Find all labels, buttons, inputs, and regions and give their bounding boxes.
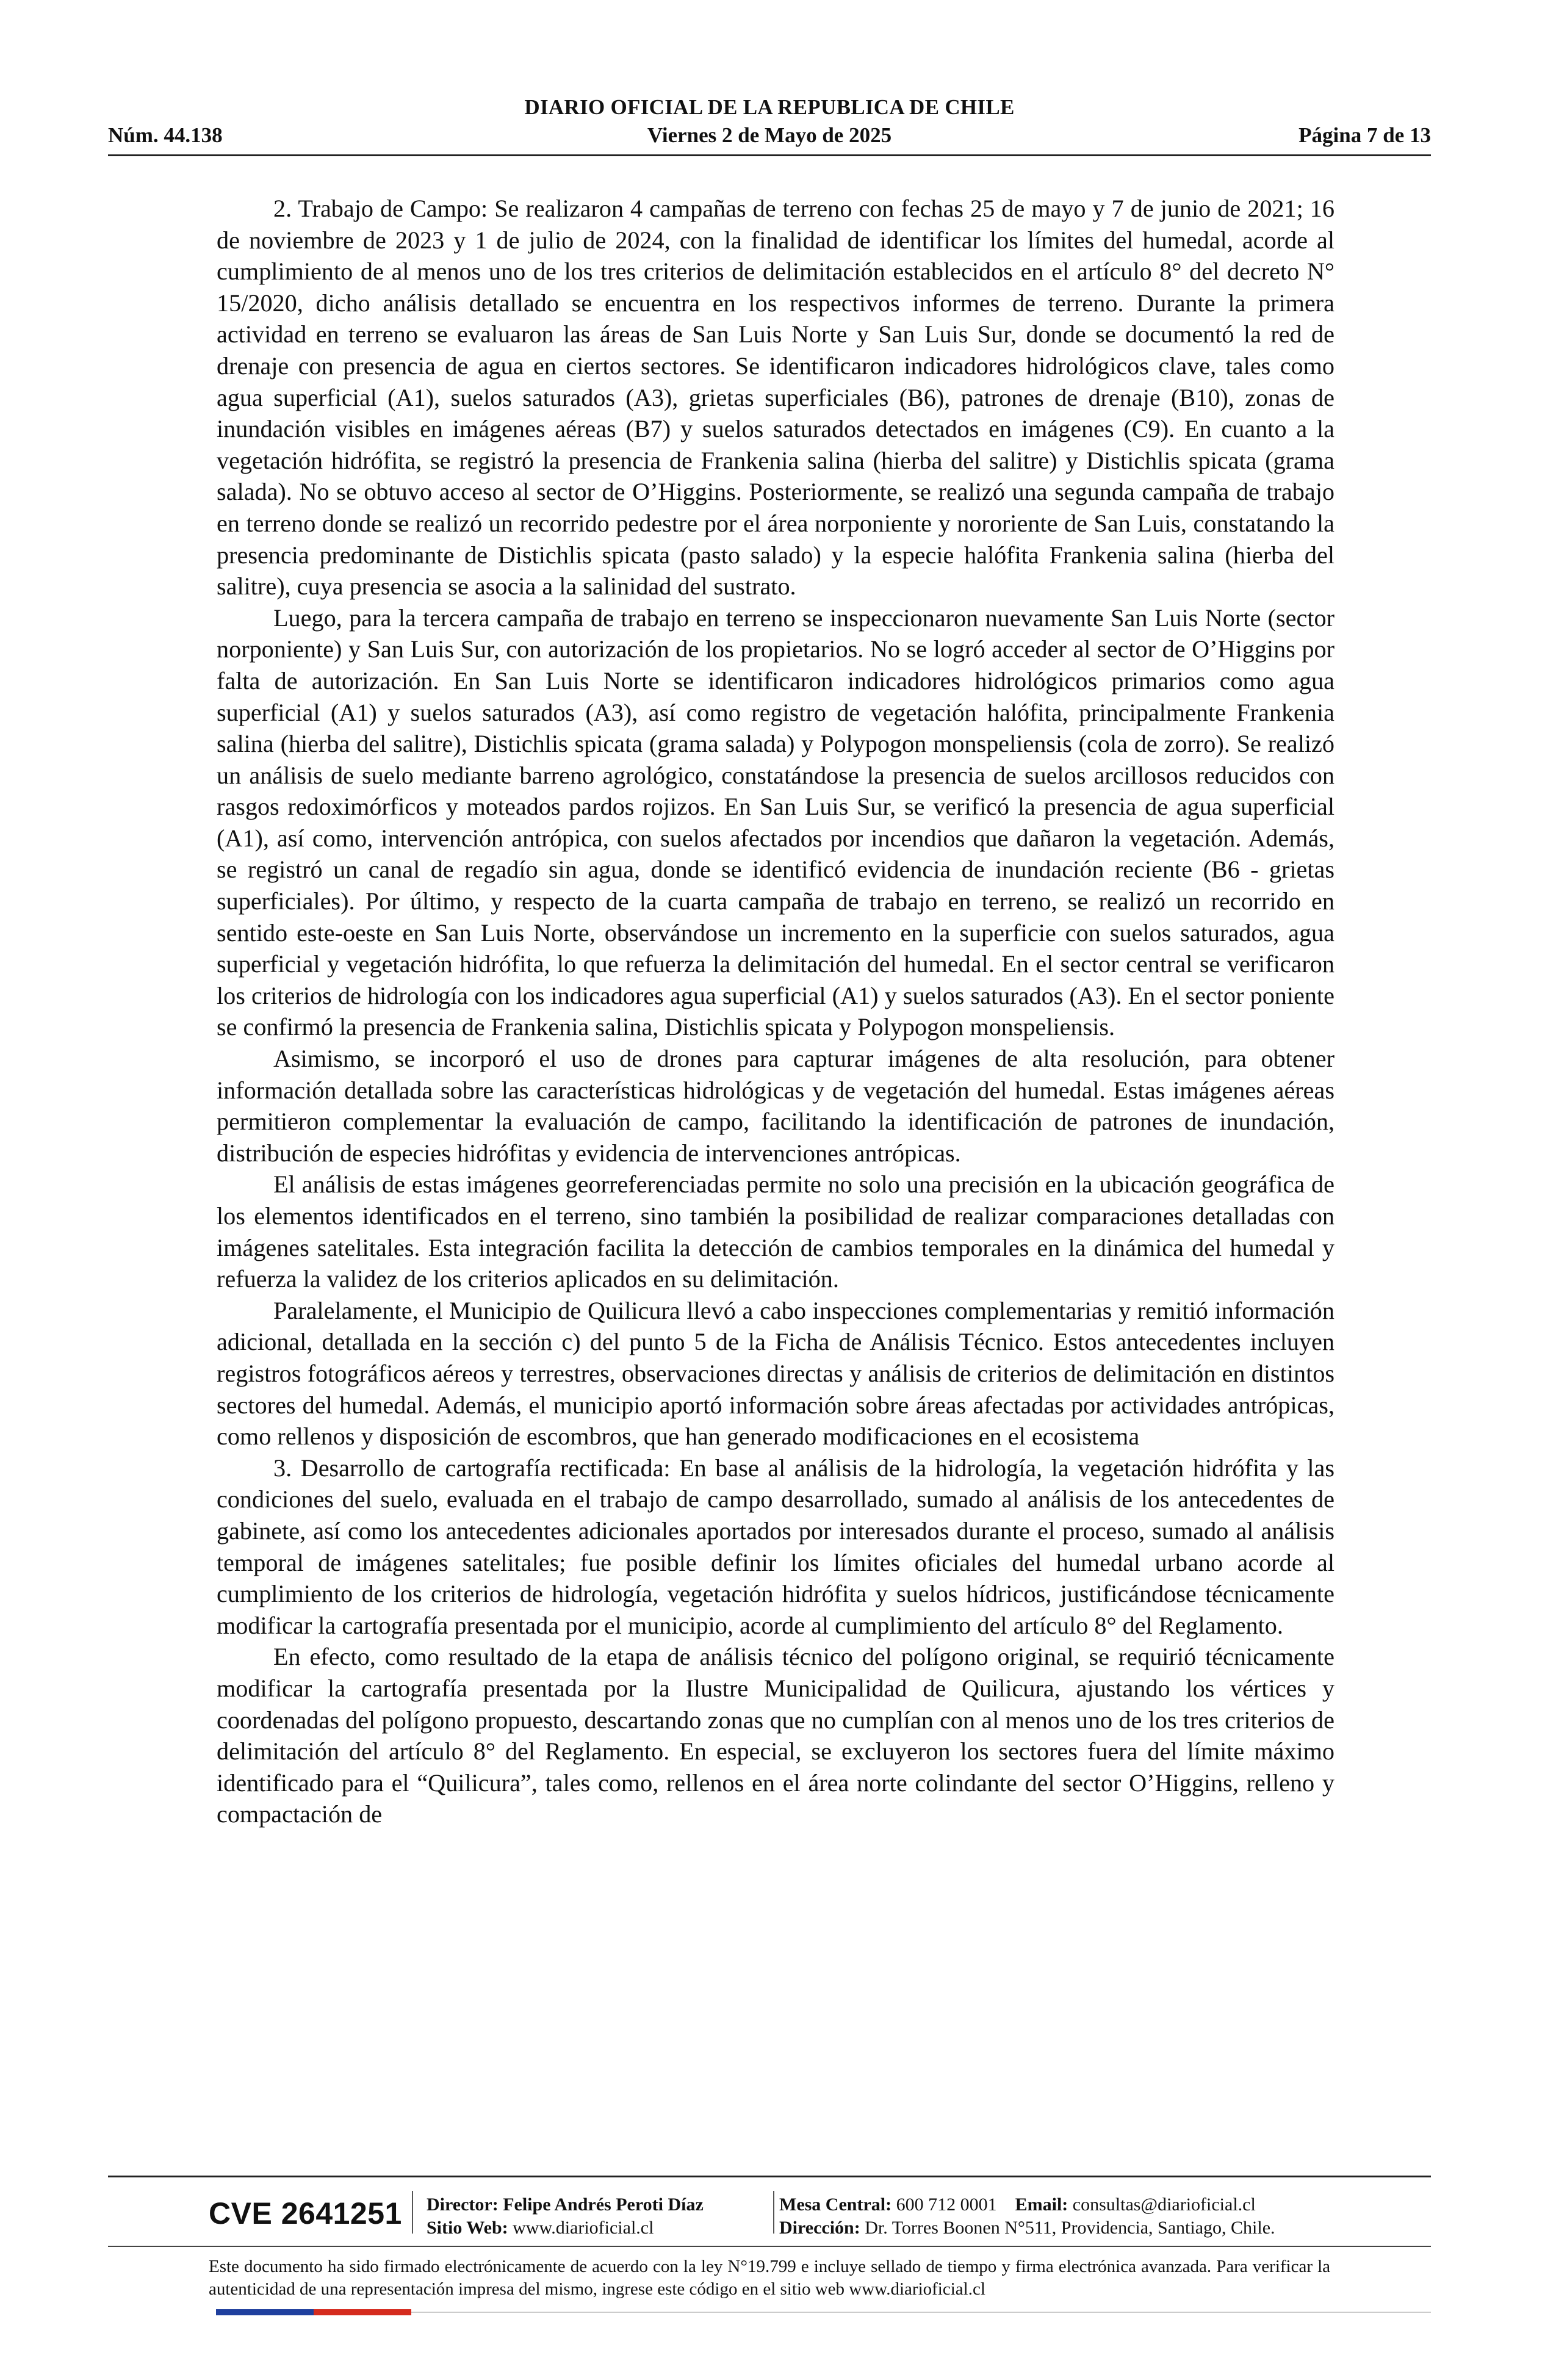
footer-separator	[773, 2191, 774, 2234]
cve-code: CVE 2641251	[209, 2196, 402, 2230]
paragraph: Asimismo, se incorporó el uso de drones para capturar imágenes de alta resolución, para obtener información detallada sobre las características hidrológicas y de vegetación del humedal. Estas imágenes aéreas permitieron complementar la evaluación de campo, facilitando la identificación de patrones de inundación, distribución de especies hidrófitas y evidencia de intervenciones antrópicas.	[217, 1045, 1334, 1167]
chile-flag-bar	[108, 2309, 1431, 2315]
email-link[interactable]: consultas@diarioficial.cl	[1072, 2194, 1256, 2215]
paragraph: Luego, para la tercera campaña de trabajo en terreno se inspeccionaron nuevamente San Luis Norte (sector norponiente) y San Luis Sur, con autorización de los propietarios. No se logró acceder al sector de O’Higgins por falta de autorización. En San Luis Norte se identificaron indicadores hidrológicos primarios como agua superficial (A1) y suelos saturados (A3), así como registro de vegetación halófita, principalmente Frankenia salina (hierba del salitre), Distichlis spicata (grama salada) y Polypogon monspeliensis (cola de zorro). Se realizó un análisis de suelo mediante barreno agrológico, constatándose la presencia de suelos arcillosos reducidos con rasgos redoximórficos y moteados pardos rojizos. En San Luis Sur, se verificó la presencia de agua superficial (A1), así como, intervención antrópica, con suelos afectados por incendios que dañaron la vegetación. Además, se registró un canal de regadío sin agua, donde se identificó evidencia de inundación reciente (B6 - grietas superficiales). Por último, y respecto de la cuarta campaña de trabajo en terreno, se realizó un recorrido en sentido este-oeste en San Luis Norte, observándose un incremento en la superficie con suelos saturados, agua superficial y vegetación hidrófita, lo que refuerza la delimitación del humedal. En el sector central se verificaron los criterios de hidrología con los indicadores agua superficial (A1) y suelos saturados (A3). En el sector poniente se confirmó la presencia de Frankenia salina, Distichlis spicata y Polypogon monspeliensis.	[217, 604, 1334, 1041]
footer-info	[108, 2177, 1431, 2246]
web-label: Sitio Web:	[427, 2218, 508, 2238]
paragraph: 2. Trabajo de Campo: Se realizaron 4 campañas de terreno con fechas 25 de mayo y 7 de junio de 2021; 16 de noviembre de 2023 y 1 de julio de 2024, con la finalidad de identificar los límites del humedal, acorde al cumplimiento de al menos uno de los tres criterios de delimitación establecidos en el artículo 8° del decreto N° 15/2020, dicho análisis detallado se encuentra en los respectivos informes de terreno. Durante la primera actividad en terreno se evaluaron las áreas de San Luis Norte y San Luis Sur, donde se documentó la red de drenaje con presencia de agua en ciertos sectores. Se identificaron indicadores hidrológicos clave, tales como agua superficial (A1), suelos saturados (A3), grietas superficiales (B6), patrones de drenaje (B10), zonas de inundación visibles en imágenes aéreas (B7) y suelos saturados detectados en imágenes (C9). En cuanto a la vegetación hidrófita, se registró la presencia de Frankenia salina (hierba del salitre) y Distichlis spicata (grama salada). No se obtuvo acceso al sector de O’Higgins. Posteriormente, se realizó una segunda campaña de trabajo en terreno donde se realizó un recorrido pedestre por el área norponiente y nororiente de San Luis, constatando la presencia predominante de Distichlis spicata (pasto salado) y la especie halófita Frankenia salina (hierba del salitre), cuya presencia se asocia a la salinidad del sustrato.	[217, 195, 1334, 600]
issue-date: Viernes 2 de Mayo de 2025	[647, 123, 892, 147]
flag-gray-line	[411, 2312, 1431, 2313]
paragraph: En efecto, como resultado de la etapa de análisis técnico del polígono original, se requirió técnicamente modificar la cartografía presentada por la Ilustre Municipalidad de Quilicura, ajustando los vértices y coordenadas del polígono propuesto, descartando zonas que no cumplían con al menos uno de los tres criterios de delimitación del artículo 8° del Reglamento. En especial, se excluyeron los sectores fuera del límite máximo identificado para el “Quilicura”, tales como, rellenos en el área norte colindante del sector O’Higgins, relleno y compactación de	[217, 1643, 1334, 1828]
page-header	[108, 93, 1431, 156]
contact-info	[779, 2193, 1275, 2240]
page-number: Página 7 de 13	[1298, 123, 1431, 147]
paragraph: El análisis de estas imágenes georreferenciadas permite no solo una precisión en la ubicación geográfica de los elementos identificados en el terreno, sino también la posibilidad de realizar comparaciones detalladas con imágenes satelitales. Esta integración facilita la detección de cambios temporales en la dinámica del humedal y refuerza la validez de los criterios aplicados en su delimitación.	[217, 1170, 1334, 1293]
paragraph: 3. Desarrollo de cartografía rectificada: En base al análisis de la hidrología, la vegetación hidrófita y las condiciones del suelo, evaluada en el trabajo de campo desarrollado, sumado al análisis de los antecedentes de gabinete, así como los antecedentes adicionales aportados por interesados durante el proceso, sumado al análisis temporal de imágenes satelitales; fue posible definir los límites oficiales del humedal urbano acorde al cumplimiento de los criterios de hidrología, vegetación hidrófita y suelos hídricos, justificándose técnicamente modificar la cartografía presentada por el municipio, acorde al cumplimiento del artículo 8° del Reglamento.	[217, 1454, 1334, 1639]
mesa-phone: 600 712 0001	[896, 2194, 997, 2215]
web-link[interactable]: www.diarioficial.cl	[513, 2218, 654, 2238]
director-name: Felipe Andrés Peroti Díaz	[503, 2194, 704, 2215]
director-label: Director:	[427, 2194, 499, 2215]
footer-separator	[412, 2191, 413, 2234]
mesa-label: Mesa Central:	[779, 2194, 892, 2215]
page-footer	[108, 2176, 1431, 2315]
address-label: Dirección:	[779, 2218, 860, 2238]
paragraph: Paralelamente, el Municipio de Quilicura llevó a cabo inspecciones complementarias y remitió información adicional, detallada en la sección c) del punto 5 de la Ficha de Análisis Técnico. Estos antecedentes incluyen registros fotográficos aéreos y terrestres, observaciones directas y análisis de criterios de delimitación en distintos sectores del humedal. Además, el municipio aportó información sobre áreas afectadas por actividades antrópicas, como rellenos y disposición de escombros, que han generado modificaciones en el ecosistema	[217, 1296, 1334, 1451]
newspaper-title: DIARIO OFICIAL DE LA REPUBLICA DE CHILE	[524, 95, 1015, 119]
legal-notice: Este documento ha sido firmado electrónicamente de acuerdo con la ley N°19.799 e incluye sellado de tiempo y firma electrónica avanzada. Para verificar la autenticidad de una representación impresa del mismo, ingrese este código en el sitio web www.diarioficial.cl	[209, 2257, 1330, 2299]
document-body	[217, 193, 1334, 1830]
director-info	[427, 2193, 704, 2240]
email-label: Email:	[1015, 2194, 1068, 2215]
issue-number: Núm. 44.138	[108, 123, 223, 147]
address: Dr. Torres Boonen N°511, Providencia, Santiago, Chile.	[865, 2218, 1275, 2238]
flag-red-segment	[314, 2309, 411, 2315]
header-divider	[108, 154, 1431, 156]
flag-blue-segment	[216, 2309, 314, 2315]
